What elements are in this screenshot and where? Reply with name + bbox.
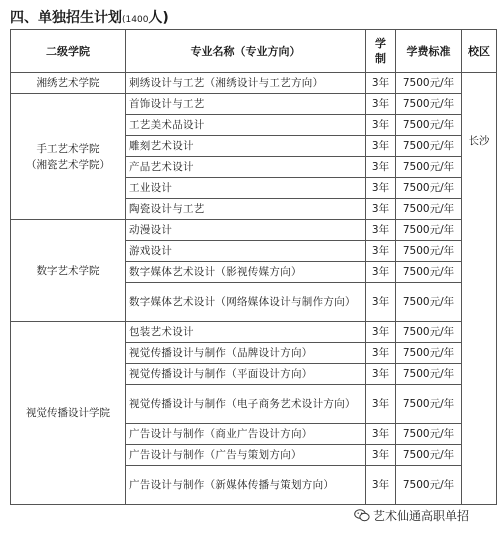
fee-cell: 7500元/年 bbox=[396, 199, 462, 220]
years-cell: 3年 bbox=[366, 322, 396, 343]
heading-count: (1400 bbox=[122, 15, 149, 25]
college-cell: 视觉传播设计学院 bbox=[11, 322, 126, 505]
years-cell: 3年 bbox=[366, 157, 396, 178]
years-cell: 3年 bbox=[366, 343, 396, 364]
heading-main: 四、单独招生计划 bbox=[10, 10, 122, 26]
major-cell: 产品艺术设计 bbox=[126, 157, 366, 178]
major-cell: 视觉传播设计与制作（电子商务艺术设计方向） bbox=[126, 385, 366, 424]
major-cell: 工业设计 bbox=[126, 178, 366, 199]
college-cell: 手工艺术学院 （湘瓷艺术学院） bbox=[11, 94, 126, 220]
fee-cell: 7500元/年 bbox=[396, 364, 462, 385]
major-cell: 刺绣设计与工艺（湘绣设计与工艺方向） bbox=[126, 73, 366, 94]
campus-cell: 长沙 bbox=[462, 73, 497, 505]
major-cell: 广告设计与制作（商业广告设计方向） bbox=[126, 424, 366, 445]
college-cell: 湘绣艺术学院 bbox=[11, 73, 126, 94]
major-cell: 数字媒体艺术设计（影视传媒方向） bbox=[126, 262, 366, 283]
major-cell: 视觉传播设计与制作（品牌设计方向） bbox=[126, 343, 366, 364]
enrollment-plan-table bbox=[10, 29, 497, 505]
fee-cell: 7500元/年 bbox=[396, 94, 462, 115]
wechat-icon bbox=[354, 509, 370, 522]
fee-cell: 7500元/年 bbox=[396, 73, 462, 94]
major-cell: 视觉传播设计与制作（平面设计方向） bbox=[126, 364, 366, 385]
header-years: 学 制 bbox=[366, 30, 396, 73]
table-header-row bbox=[11, 30, 497, 73]
table-row bbox=[11, 94, 497, 115]
years-cell: 3年 bbox=[366, 241, 396, 262]
major-cell: 广告设计与制作（广告与策划方向） bbox=[126, 445, 366, 466]
years-cell: 3年 bbox=[366, 115, 396, 136]
years-cell: 3年 bbox=[366, 364, 396, 385]
fee-cell: 7500元/年 bbox=[396, 385, 462, 424]
header-major: 专业名称（专业方向） bbox=[126, 30, 366, 73]
years-cell: 3年 bbox=[366, 73, 396, 94]
fee-cell: 7500元/年 bbox=[396, 262, 462, 283]
major-cell: 首饰设计与工艺 bbox=[126, 94, 366, 115]
table-body bbox=[11, 73, 497, 505]
fee-cell: 7500元/年 bbox=[396, 283, 462, 322]
table-row bbox=[11, 73, 497, 94]
header-college: 二级学院 bbox=[11, 30, 126, 73]
years-cell: 3年 bbox=[366, 262, 396, 283]
major-cell: 雕刻艺术设计 bbox=[126, 136, 366, 157]
years-cell: 3年 bbox=[366, 199, 396, 220]
fee-cell: 7500元/年 bbox=[396, 136, 462, 157]
section-heading bbox=[10, 8, 169, 26]
college-cell: 数字艺术学院 bbox=[11, 220, 126, 322]
fee-cell: 7500元/年 bbox=[396, 466, 462, 505]
years-cell: 3年 bbox=[366, 94, 396, 115]
fee-cell: 7500元/年 bbox=[396, 424, 462, 445]
header-fee: 学费标准 bbox=[396, 30, 462, 73]
fee-cell: 7500元/年 bbox=[396, 220, 462, 241]
major-cell: 包装艺术设计 bbox=[126, 322, 366, 343]
fee-cell: 7500元/年 bbox=[396, 241, 462, 262]
years-cell: 3年 bbox=[366, 466, 396, 505]
years-cell: 3年 bbox=[366, 283, 396, 322]
years-cell: 3年 bbox=[366, 178, 396, 199]
heading-unit: 人) bbox=[148, 10, 169, 26]
major-cell: 数字媒体艺术设计（网络媒体设计与制作方向） bbox=[126, 283, 366, 322]
major-cell: 陶瓷设计与工艺 bbox=[126, 199, 366, 220]
years-cell: 3年 bbox=[366, 445, 396, 466]
major-cell: 工艺美术品设计 bbox=[126, 115, 366, 136]
watermark-text: 艺术仙通高职单招 bbox=[373, 509, 470, 523]
fee-cell: 7500元/年 bbox=[396, 157, 462, 178]
fee-cell: 7500元/年 bbox=[396, 115, 462, 136]
years-cell: 3年 bbox=[366, 385, 396, 424]
table-row bbox=[11, 220, 497, 241]
years-cell: 3年 bbox=[366, 136, 396, 157]
fee-cell: 7500元/年 bbox=[396, 445, 462, 466]
header-campus: 校区 bbox=[462, 30, 497, 73]
table-row bbox=[11, 322, 497, 343]
major-cell: 广告设计与制作（新媒体传播与策划方向） bbox=[126, 466, 366, 505]
wechat-watermark bbox=[354, 505, 469, 527]
fee-cell: 7500元/年 bbox=[396, 178, 462, 199]
major-cell: 动漫设计 bbox=[126, 220, 366, 241]
major-cell: 游戏设计 bbox=[126, 241, 366, 262]
years-cell: 3年 bbox=[366, 424, 396, 445]
fee-cell: 7500元/年 bbox=[396, 322, 462, 343]
years-cell: 3年 bbox=[366, 220, 396, 241]
fee-cell: 7500元/年 bbox=[396, 343, 462, 364]
